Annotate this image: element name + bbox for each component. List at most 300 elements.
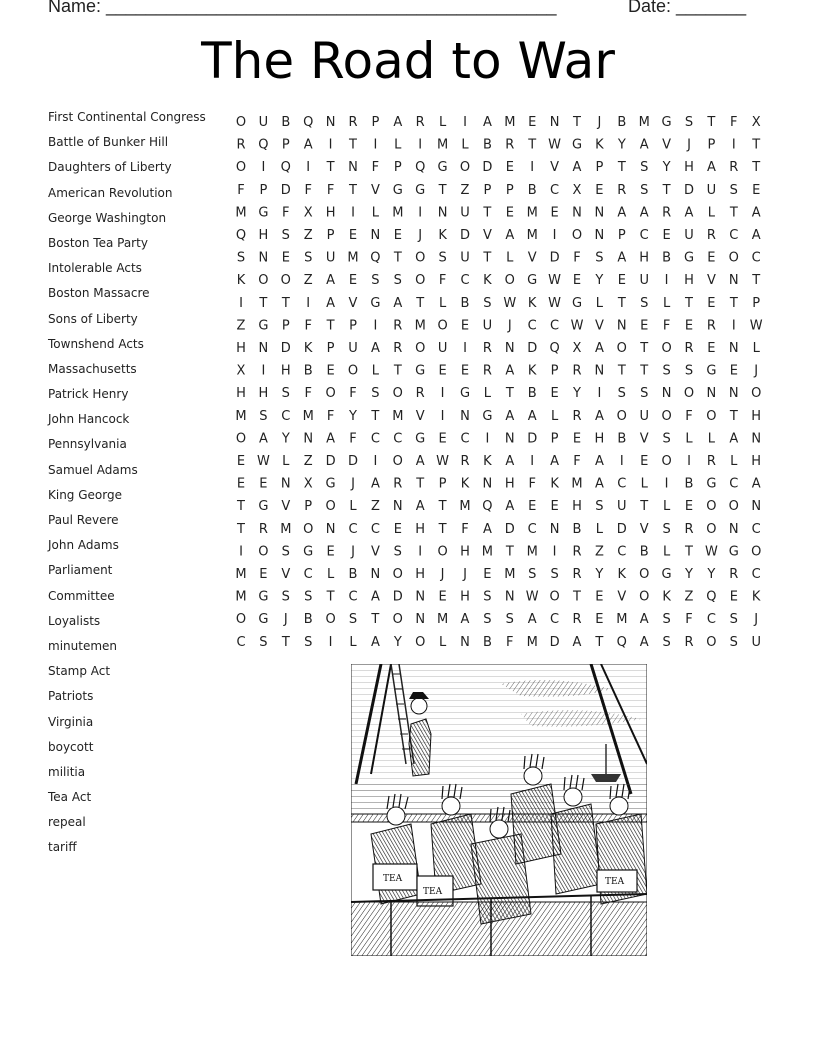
- grid-letter: A: [505, 228, 515, 243]
- grid-letter: R: [460, 454, 470, 469]
- word-list-item: Tea Act: [48, 790, 92, 805]
- grid-letter: R: [684, 341, 694, 356]
- grid-letter: V: [281, 567, 291, 582]
- grid-letter: R: [236, 137, 246, 153]
- grid-letter: G: [258, 318, 269, 334]
- grid-letter: Z: [684, 589, 694, 605]
- grid-letter: O: [639, 589, 650, 605]
- grid-letter: N: [415, 589, 426, 605]
- grid-letter: M: [526, 205, 538, 221]
- grid-letter: N: [594, 228, 605, 243]
- grid-letter: D: [280, 182, 291, 198]
- grid-letter: T: [640, 499, 649, 515]
- grid-letter: O: [258, 544, 269, 560]
- grid-letter: I: [552, 544, 557, 560]
- grid-letter: C: [370, 431, 380, 447]
- grid-letter: L: [326, 567, 335, 582]
- grid-letter: R: [572, 363, 582, 379]
- grid-letter: E: [684, 499, 694, 515]
- grid-letter: P: [281, 137, 290, 153]
- grid-letter: C: [460, 273, 470, 289]
- word-list-item: Patrick Henry: [48, 387, 129, 402]
- word-list-item: Boston Massacre: [48, 286, 150, 301]
- grid-letter: F: [573, 250, 581, 266]
- grid-letter: A: [594, 454, 604, 469]
- grid-letter: Y: [393, 634, 402, 650]
- grid-letter: Y: [707, 567, 716, 582]
- grid-letter: I: [530, 454, 535, 469]
- grid-letter: G: [683, 250, 695, 266]
- grid-letter: E: [707, 295, 716, 311]
- word-list-item: John Adams: [48, 538, 119, 553]
- grid-letter: Z: [460, 182, 470, 198]
- grid-letter: I: [619, 454, 624, 469]
- grid-letter: L: [483, 386, 492, 402]
- grid-letter: S: [505, 612, 514, 628]
- grid-letter: G: [415, 431, 426, 447]
- grid-letter: I: [261, 160, 266, 176]
- grid-letter: H: [751, 408, 762, 424]
- grid-letter: M: [235, 408, 247, 424]
- grid-letter: M: [638, 115, 650, 130]
- boston-tea-party-illustration: [351, 664, 647, 956]
- grid-letter: I: [440, 408, 445, 424]
- grid-letter: N: [460, 634, 470, 650]
- grid-letter: G: [437, 160, 448, 176]
- grid-letter: C: [729, 476, 739, 492]
- grid-letter: S: [393, 544, 402, 560]
- grid-letter: H: [258, 228, 269, 243]
- grid-letter: T: [505, 386, 514, 402]
- grid-letter: S: [684, 115, 694, 130]
- grid-letter: L: [461, 137, 469, 153]
- grid-letter: N: [728, 341, 739, 356]
- grid-letter: R: [706, 454, 716, 469]
- grid-letter: R: [684, 521, 694, 537]
- grid-letter: T: [528, 137, 537, 153]
- grid-letter: O: [392, 386, 403, 402]
- grid-letter: N: [728, 521, 739, 537]
- grid-letter: D: [325, 454, 336, 469]
- grid-letter: A: [370, 476, 380, 492]
- grid-letter: T: [438, 182, 447, 198]
- grid-letter: G: [527, 273, 538, 289]
- grid-letter: H: [639, 250, 650, 266]
- grid-letter: N: [504, 431, 515, 447]
- grid-letter: A: [482, 115, 492, 130]
- grid-letter: U: [460, 205, 470, 221]
- grid-letter: L: [371, 363, 380, 379]
- grid-letter: R: [482, 363, 492, 379]
- grid-letter: V: [527, 250, 537, 266]
- grid-letter: T: [595, 634, 604, 650]
- grid-letter: A: [550, 454, 560, 469]
- grid-letter: N: [280, 476, 291, 492]
- word-list-item: Intolerable Acts: [48, 261, 142, 276]
- grid-letter: T: [483, 205, 492, 221]
- grid-letter: F: [730, 115, 738, 130]
- grid-letter: L: [595, 295, 604, 311]
- grid-letter: G: [258, 589, 269, 605]
- grid-letter: A: [370, 634, 380, 650]
- grid-letter: L: [595, 521, 604, 537]
- grid-letter: C: [236, 634, 246, 650]
- grid-letter: N: [549, 521, 560, 537]
- grid-letter: R: [505, 137, 515, 153]
- grid-letter: W: [548, 295, 562, 311]
- grid-letter: O: [437, 544, 448, 560]
- grid-letter: S: [304, 250, 313, 266]
- grid-letter: B: [617, 115, 627, 130]
- grid-letter: P: [550, 431, 559, 447]
- grid-letter: A: [326, 273, 336, 289]
- grid-letter: P: [752, 295, 761, 311]
- grid-letter: I: [239, 544, 243, 560]
- grid-letter: S: [528, 567, 537, 582]
- grid-letter: I: [597, 386, 602, 402]
- word-list-item: Boston Tea Party: [48, 235, 148, 250]
- grid-letter: K: [662, 589, 671, 605]
- grid-letter: O: [751, 544, 762, 560]
- grid-letter: E: [393, 228, 402, 243]
- grid-letter: N: [325, 115, 336, 130]
- grid-letter: C: [751, 250, 761, 266]
- word-list-item: Stamp Act: [48, 664, 111, 679]
- grid-letter: S: [236, 250, 246, 266]
- grid-letter: A: [594, 408, 604, 424]
- name-field[interactable]: Name: _____________________________________________: [48, 0, 557, 16]
- grid-letter: F: [371, 160, 380, 176]
- grid-letter: B: [572, 521, 582, 537]
- grid-letter: O: [258, 273, 269, 289]
- grid-letter: D: [504, 521, 515, 537]
- grid-letter: P: [281, 318, 290, 334]
- grid-letter: S: [438, 250, 447, 266]
- grid-letter: W: [570, 318, 584, 334]
- crate-label: TEA: [423, 887, 443, 897]
- grid-letter: G: [459, 386, 471, 402]
- grid-letter: S: [729, 634, 738, 650]
- grid-letter: R: [729, 567, 739, 582]
- grid-letter: N: [437, 205, 448, 221]
- grid-letter: T: [640, 341, 649, 356]
- grid-letter: D: [549, 250, 560, 266]
- grid-letter: M: [347, 250, 359, 266]
- grid-letter: T: [617, 363, 626, 379]
- grid-letter: N: [751, 431, 762, 447]
- grid-letter: X: [236, 363, 246, 379]
- grid-letter: Q: [370, 250, 381, 266]
- letter-grid: [228, 110, 788, 650]
- grid-letter: T: [438, 499, 447, 515]
- grid-letter: G: [661, 115, 672, 130]
- grid-letter: K: [751, 589, 761, 605]
- grid-letter: N: [594, 363, 605, 379]
- grid-letter: O: [325, 612, 336, 628]
- grid-letter: Z: [303, 454, 313, 469]
- grid-letter: E: [684, 318, 694, 334]
- grid-letter: F: [528, 476, 536, 492]
- grid-letter: I: [328, 634, 333, 650]
- grid-letter: I: [418, 205, 423, 221]
- date-field[interactable]: Date: _______: [628, 0, 747, 16]
- grid-letter: U: [706, 182, 717, 198]
- grid-letter: A: [505, 454, 515, 469]
- grid-letter: N: [572, 205, 582, 221]
- grid-letter: L: [371, 205, 380, 221]
- grid-letter: E: [460, 318, 470, 334]
- grid-letter: B: [303, 612, 313, 628]
- word-list-item: Sons of Liberty: [48, 311, 138, 326]
- grid-letter: O: [280, 273, 291, 289]
- grid-letter: R: [572, 612, 582, 628]
- grid-letter: B: [662, 250, 672, 266]
- grid-letter: E: [550, 205, 559, 221]
- grid-letter: V: [348, 295, 358, 311]
- grid-letter: F: [349, 431, 357, 447]
- grid-letter: E: [729, 589, 738, 605]
- grid-letter: D: [527, 341, 538, 356]
- grid-letter: T: [573, 115, 581, 130]
- grid-letter: R: [572, 567, 582, 582]
- grid-letter: J: [418, 228, 423, 243]
- grid-letter: J: [440, 567, 445, 582]
- grid-letter: O: [347, 363, 359, 379]
- grid-letter: B: [617, 431, 627, 447]
- grid-letter: T: [326, 318, 335, 334]
- grid-letter: R: [617, 182, 627, 198]
- grid-letter: O: [415, 250, 426, 266]
- grid-letter: E: [505, 160, 514, 176]
- grid-letter: A: [617, 205, 627, 221]
- grid-letter: C: [348, 521, 358, 537]
- grid-letter: S: [550, 567, 559, 582]
- grid-letter: S: [640, 386, 649, 402]
- grid-letter: A: [751, 205, 761, 221]
- grid-letter: I: [306, 295, 311, 311]
- grid-letter: U: [437, 341, 448, 356]
- grid-letter: S: [640, 160, 649, 176]
- grid-letter: Z: [594, 544, 604, 560]
- grid-letter: N: [616, 318, 627, 334]
- grid-letter: P: [349, 318, 357, 334]
- grid-letter: I: [373, 318, 378, 334]
- grid-letter: F: [438, 273, 447, 289]
- grid-letter: D: [616, 521, 627, 537]
- grid-letter: I: [463, 115, 467, 130]
- grid-letter: F: [237, 182, 245, 198]
- grid-letter: R: [393, 476, 403, 492]
- grid-letter: V: [370, 182, 380, 198]
- grid-letter: B: [684, 476, 694, 492]
- grid-letter: A: [594, 476, 604, 492]
- grid-letter: A: [706, 160, 716, 176]
- grid-letter: T: [707, 115, 716, 130]
- grid-letter: T: [729, 205, 738, 221]
- grid-letter: Z: [303, 273, 313, 289]
- grid-letter: N: [258, 341, 269, 356]
- grid-letter: O: [392, 567, 403, 582]
- grid-letter: A: [617, 250, 627, 266]
- grid-letter: O: [325, 386, 336, 402]
- grid-letter: S: [662, 521, 671, 537]
- grid-letter: E: [595, 182, 604, 198]
- grid-letter: K: [527, 363, 537, 379]
- grid-letter: C: [751, 567, 761, 582]
- grid-letter: S: [729, 182, 738, 198]
- grid-letter: G: [482, 408, 493, 424]
- grid-letter: V: [639, 431, 649, 447]
- grid-letter: C: [639, 228, 649, 243]
- grid-letter: T: [438, 521, 447, 537]
- grid-letter: S: [640, 295, 649, 311]
- grid-letter: A: [370, 341, 380, 356]
- grid-letter: C: [527, 521, 537, 537]
- grid-letter: L: [730, 454, 738, 469]
- grid-letter: A: [639, 205, 649, 221]
- grid-letter: G: [571, 137, 583, 153]
- grid-letter: J: [463, 567, 467, 582]
- grid-letter: F: [662, 318, 671, 334]
- grid-letter: Q: [415, 160, 426, 176]
- grid-letter: T: [685, 544, 693, 560]
- grid-letter: T: [371, 408, 380, 424]
- grid-letter: J: [351, 476, 355, 492]
- grid-letter: N: [706, 386, 717, 402]
- grid-letter: Y: [617, 137, 626, 153]
- grid-letter: P: [371, 115, 380, 130]
- grid-letter: E: [729, 363, 738, 379]
- grid-letter: C: [617, 544, 627, 560]
- grid-letter: I: [328, 137, 333, 153]
- word-list-item: George Washington: [48, 210, 167, 225]
- grid-letter: T: [349, 137, 357, 153]
- grid-letter: O: [616, 408, 627, 424]
- grid-letter: O: [706, 499, 717, 515]
- grid-letter: R: [684, 634, 694, 650]
- word-list-item: Townshend Acts: [48, 336, 144, 351]
- word-list-item: repeal: [48, 815, 86, 830]
- grid-letter: A: [505, 363, 515, 379]
- grid-letter: E: [483, 567, 492, 582]
- grid-letter: S: [281, 386, 290, 402]
- grid-letter: V: [639, 521, 649, 537]
- grid-letter: S: [483, 589, 492, 605]
- word-list-item: Committee: [48, 588, 115, 603]
- grid-letter: L: [685, 431, 693, 447]
- grid-letter: D: [482, 160, 493, 176]
- grid-letter: C: [617, 476, 627, 492]
- grid-letter: E: [528, 499, 537, 515]
- word-list-item: American Revolution: [48, 185, 173, 200]
- grid-letter: H: [236, 386, 246, 402]
- grid-letter: T: [505, 544, 514, 560]
- grid-letter: K: [550, 476, 559, 492]
- grid-letter: O: [706, 408, 717, 424]
- grid-letter: U: [639, 273, 649, 289]
- grid-letter: X: [303, 205, 313, 221]
- grid-letter: G: [258, 499, 269, 515]
- grid-letter: M: [571, 476, 583, 492]
- grid-letter: A: [572, 160, 582, 176]
- grid-letter: G: [706, 476, 717, 492]
- grid-letter: E: [572, 273, 582, 289]
- grid-letter: A: [751, 476, 761, 492]
- grid-letter: A: [326, 431, 336, 447]
- grid-letter: R: [729, 160, 739, 176]
- grid-letter: F: [304, 386, 312, 402]
- grid-letter: I: [687, 454, 691, 469]
- grid-letter: O: [728, 499, 739, 515]
- grid-letter: L: [662, 544, 671, 560]
- word-list-item: militia: [48, 764, 86, 779]
- grid-letter: N: [549, 115, 560, 130]
- grid-letter: T: [349, 182, 357, 198]
- grid-letter: I: [664, 273, 669, 289]
- grid-letter: E: [550, 386, 559, 402]
- grid-letter: H: [258, 386, 269, 402]
- grid-letter: D: [459, 228, 471, 243]
- grid-letter: O: [661, 454, 672, 469]
- grid-letter: Q: [280, 160, 291, 176]
- grid-letter: B: [482, 137, 492, 153]
- grid-letter: T: [326, 589, 335, 605]
- grid-letter: M: [504, 567, 516, 582]
- grid-letter: E: [438, 431, 447, 447]
- grid-letter: T: [416, 476, 425, 492]
- grid-letter: A: [303, 137, 313, 153]
- grid-letter: M: [414, 318, 426, 334]
- grid-letter: N: [661, 386, 672, 402]
- grid-letter: I: [373, 137, 378, 153]
- grid-letter: A: [684, 205, 694, 221]
- grid-letter: N: [258, 250, 269, 266]
- grid-letter: H: [684, 273, 694, 289]
- grid-letter: E: [326, 544, 335, 560]
- grid-letter: R: [662, 205, 672, 221]
- grid-letter: E: [640, 318, 649, 334]
- grid-letter: F: [304, 318, 312, 334]
- grid-letter: S: [684, 363, 694, 379]
- grid-letter: L: [550, 408, 559, 424]
- grid-letter: V: [482, 228, 492, 243]
- grid-letter: Q: [549, 341, 560, 356]
- grid-letter: K: [527, 295, 537, 311]
- grid-letter: A: [505, 408, 515, 424]
- grid-letter: W: [256, 454, 270, 469]
- grid-letter: E: [438, 363, 447, 379]
- grid-letter: M: [436, 612, 449, 628]
- grid-letter: T: [662, 182, 671, 198]
- grid-letter: O: [235, 612, 247, 628]
- grid-letter: L: [707, 431, 716, 447]
- grid-letter: I: [731, 137, 736, 153]
- header: [48, 0, 748, 20]
- grid-letter: H: [504, 476, 515, 492]
- grid-letter: P: [393, 160, 402, 176]
- grid-letter: D: [347, 454, 359, 469]
- grid-letter: A: [639, 634, 649, 650]
- grid-letter: N: [370, 228, 381, 243]
- grid-letter: O: [751, 386, 762, 402]
- grid-letter: C: [706, 612, 716, 628]
- grid-letter: S: [371, 273, 380, 289]
- grid-letter: C: [460, 431, 470, 447]
- grid-letter: T: [752, 160, 761, 176]
- grid-letter: L: [438, 295, 447, 311]
- grid-letter: O: [392, 454, 403, 469]
- grid-letter: S: [259, 634, 268, 650]
